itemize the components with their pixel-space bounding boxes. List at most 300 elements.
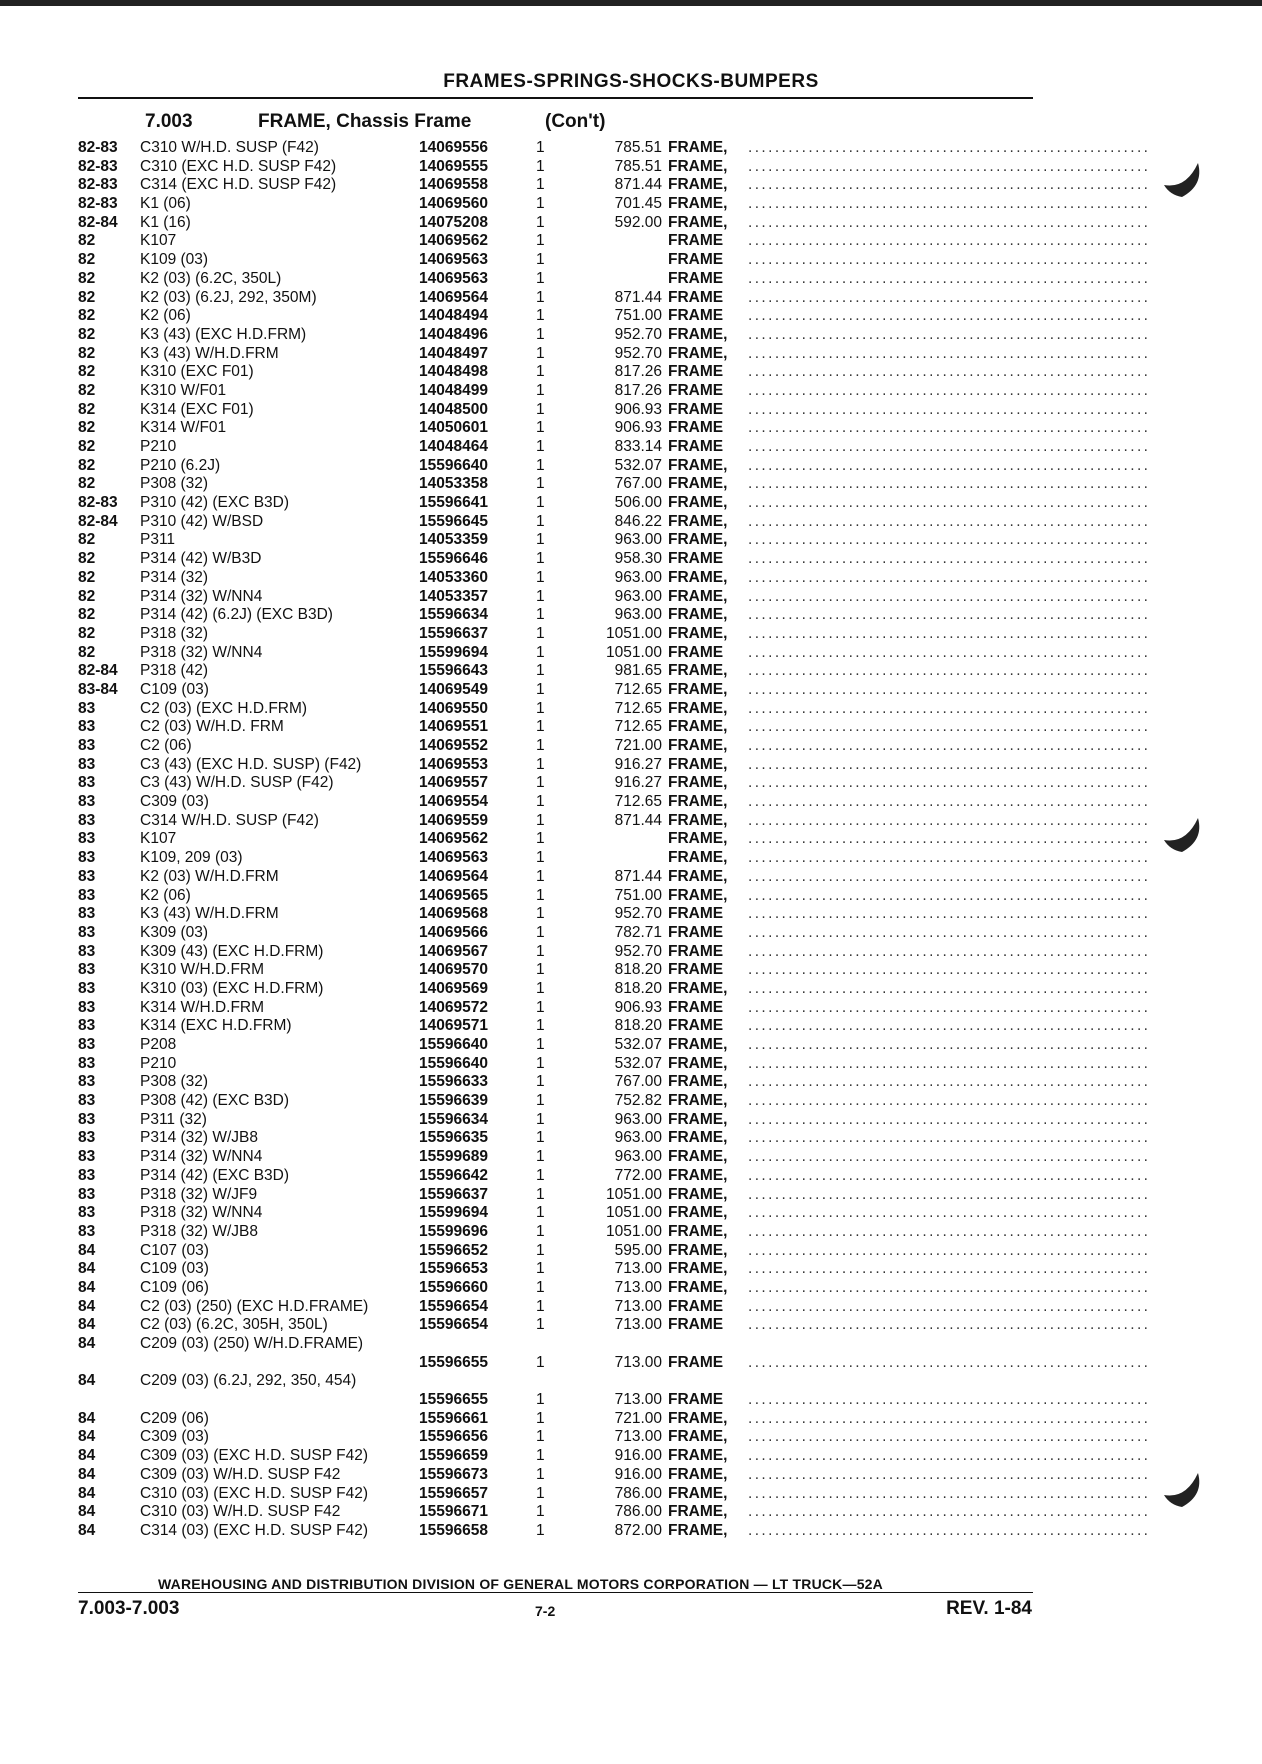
price-cell: 963.00	[614, 587, 662, 605]
quantity-cell: 1	[536, 1110, 545, 1128]
year-cell: 83	[78, 774, 96, 792]
price-cell: 713.00	[614, 1391, 662, 1409]
part-name-cell: FRAME,	[668, 1166, 728, 1184]
price-cell: 963.00	[614, 568, 662, 586]
description-cell: K1 (06)	[140, 195, 191, 213]
part-name-cell: FRAME	[668, 232, 724, 250]
year-cell: 82-83	[78, 195, 118, 213]
dot-leader: ............................................................	[748, 1391, 1151, 1409]
dot-leader: ............................................................	[748, 438, 1151, 455]
description-cell: P310 (42) (EXC B3D)	[140, 494, 290, 512]
table-row	[78, 1503, 1151, 1522]
dot-leader: ............................................................	[748, 213, 1151, 231]
year-cell: 83	[78, 1129, 96, 1147]
section-continued: (Con't)	[545, 111, 606, 132]
year-cell: 84	[78, 1260, 96, 1278]
price-cell: 786.00	[614, 1503, 662, 1521]
part-name-cell: FRAME	[668, 269, 724, 287]
description-cell: P308 (32)	[140, 475, 209, 493]
table-row	[78, 438, 1151, 457]
year-cell: 83	[78, 830, 96, 848]
quantity-cell: 1	[536, 1297, 545, 1315]
price-cell: 818.20	[614, 979, 662, 997]
dot-leader: ............................................................	[748, 288, 1151, 306]
price-cell: 785.51	[614, 139, 662, 156]
part-name-cell: FRAME,	[668, 624, 728, 642]
table-row	[78, 1073, 1151, 1092]
year-cell: 84	[78, 1297, 96, 1315]
quantity-cell: 1	[536, 1409, 545, 1427]
year-cell: 82	[78, 587, 96, 605]
part-name-cell: FRAME	[668, 998, 724, 1016]
quantity-cell: 1	[536, 718, 545, 736]
year-cell: 83	[78, 1166, 96, 1184]
quantity-cell: 1	[536, 1148, 545, 1166]
table-row	[78, 381, 1151, 401]
dot-leader: ............................................................	[748, 1260, 1151, 1278]
description-cell: P210	[140, 1054, 177, 1072]
part-name-cell: FRAME,	[668, 531, 728, 549]
quantity-cell: 1	[536, 1503, 545, 1521]
price-cell: 952.70	[614, 344, 662, 362]
price-cell: 785.51	[614, 157, 662, 175]
quantity-cell: 1	[536, 1092, 545, 1110]
table-row	[78, 456, 1151, 476]
quantity-cell: 1	[536, 381, 545, 399]
footer-rule	[78, 1592, 1033, 1593]
dot-leader: ............................................................	[748, 886, 1151, 904]
year-cell: 84	[78, 1428, 96, 1446]
price-cell: 817.26	[614, 381, 662, 399]
price-cell: 752.82	[614, 1092, 662, 1110]
description-cell: K2 (03) (6.2J, 292, 350M)	[140, 288, 317, 306]
year-cell: 82-84	[78, 213, 118, 231]
part-number-cell: 14048496	[419, 325, 488, 343]
table-row	[78, 942, 1151, 962]
table-row	[78, 1129, 1151, 1148]
description-cell: C310 (03) W/H.D. SUSP F42	[140, 1503, 341, 1521]
description-cell: P308 (32)	[140, 1073, 209, 1091]
dot-leader: ............................................................	[748, 774, 1151, 792]
year-cell: 84	[78, 1316, 96, 1334]
price-cell: 871.44	[614, 288, 662, 306]
year-cell: 83	[78, 942, 96, 960]
table-row	[78, 624, 1151, 644]
footer-range: 7.003-7.003	[78, 1598, 180, 1619]
table-row	[78, 288, 1151, 308]
dot-leader: ............................................................	[748, 793, 1151, 811]
dot-leader: ............................................................	[748, 1316, 1151, 1334]
dot-leader: ............................................................	[748, 624, 1151, 642]
part-name-cell: FRAME,	[668, 1222, 728, 1240]
quantity-cell: 1	[536, 269, 545, 287]
part-name-cell: FRAME	[668, 942, 724, 960]
dot-leader: ............................................................	[748, 998, 1151, 1016]
part-name-cell: FRAME,	[668, 475, 728, 493]
part-name-cell: FRAME	[668, 961, 724, 979]
part-number-cell: 15596639	[419, 1092, 488, 1110]
price-cell: 713.00	[614, 1316, 662, 1334]
price-cell: 712.65	[614, 680, 662, 698]
part-name-cell: FRAME	[668, 923, 724, 941]
dot-leader: ............................................................	[748, 1148, 1151, 1166]
dot-leader: ............................................................	[748, 849, 1151, 867]
part-name-cell: FRAME	[668, 550, 724, 568]
year-cell: 82	[78, 381, 96, 399]
part-number-cell: 14069567	[419, 942, 488, 960]
quantity-cell: 1	[536, 867, 545, 885]
dot-leader: ............................................................	[748, 1092, 1151, 1110]
part-name-cell: FRAME,	[668, 886, 728, 904]
part-name-cell: FRAME,	[668, 979, 728, 997]
quantity-cell: 1	[536, 1129, 545, 1147]
description-cell: K3 (43) (EXC H.D.FRM)	[140, 325, 307, 343]
part-name-cell: FRAME,	[668, 1092, 728, 1110]
table-row	[78, 961, 1151, 980]
description-cell: P314 (42) (EXC B3D)	[140, 1166, 290, 1184]
table-row	[78, 1335, 1151, 1372]
section-name: FRAME, Chassis Frame	[258, 111, 472, 132]
part-number-cell: 14069552	[419, 737, 488, 754]
price-cell: 818.20	[614, 1017, 662, 1035]
year-cell: 82	[78, 550, 96, 568]
quantity-cell: 1	[536, 1241, 545, 1259]
description-cell: C2 (03) (250) (EXC H.D.FRAME)	[140, 1297, 369, 1315]
table-row	[78, 213, 1151, 233]
price-cell: 916.27	[614, 755, 662, 773]
dot-leader: ............................................................	[748, 176, 1151, 194]
year-cell: 83	[78, 811, 96, 829]
part-name-cell: FRAME,	[668, 1241, 728, 1259]
quantity-cell: 1	[536, 624, 545, 642]
part-name-cell: FRAME,	[668, 793, 728, 811]
price-cell: 952.70	[614, 905, 662, 923]
description-cell: K309 (03)	[140, 923, 209, 941]
dot-leader: ............................................................	[748, 269, 1151, 287]
part-number-cell: 14069572	[419, 998, 488, 1016]
dot-leader: ............................................................	[748, 325, 1151, 343]
dot-leader: ............................................................	[748, 587, 1151, 605]
price-cell: 963.00	[614, 1148, 662, 1166]
price-cell: 767.00	[614, 1073, 662, 1091]
part-number-cell: 14069562	[419, 830, 488, 848]
table-row	[78, 344, 1151, 364]
part-number-cell: 14069556	[419, 139, 488, 156]
dot-leader: ............................................................	[748, 1017, 1151, 1035]
part-number-cell: 14069553	[419, 755, 488, 773]
part-name-cell: FRAME,	[668, 1409, 728, 1427]
table-row	[78, 1428, 1151, 1447]
description-cell: K1 (16)	[140, 213, 191, 231]
price-cell: 713.00	[614, 1428, 662, 1446]
part-number-cell: 15596659	[419, 1447, 488, 1465]
table-row	[78, 1148, 1151, 1167]
part-name-cell: FRAME,	[668, 1185, 728, 1203]
dot-leader: ............................................................	[748, 1110, 1151, 1128]
price-cell: 846.22	[614, 512, 662, 530]
description-cell: C309 (03)	[140, 1428, 209, 1446]
year-cell: 82	[78, 606, 96, 624]
quantity-cell: 1	[536, 344, 545, 362]
part-name-cell: FRAME	[668, 288, 724, 306]
quantity-cell: 1	[536, 1073, 545, 1091]
table-row	[78, 680, 1151, 700]
description-cell: K310 W/H.D.FRM	[140, 961, 265, 979]
year-cell: 84	[78, 1278, 96, 1296]
description-cell: C314 (EXC H.D. SUSP F42)	[140, 176, 337, 194]
quantity-cell: 1	[536, 979, 545, 997]
dot-leader: ............................................................	[748, 1129, 1151, 1147]
price-cell: 782.71	[614, 923, 662, 941]
price-cell: 1051.00	[605, 1185, 662, 1203]
part-name-cell: FRAME,	[668, 849, 728, 867]
description-cell: P210	[140, 438, 177, 455]
dot-leader: ............................................................	[748, 1297, 1151, 1315]
year-cell: 82-83	[78, 139, 118, 156]
year-cell: 83	[78, 1017, 96, 1035]
part-name-cell: FRAME,	[668, 1465, 728, 1483]
table-row	[78, 1110, 1151, 1130]
dot-leader: ............................................................	[748, 475, 1151, 493]
part-name-cell: FRAME,	[668, 1447, 728, 1465]
description-cell: K107	[140, 232, 177, 250]
dot-leader: ............................................................	[748, 1278, 1151, 1296]
dot-leader: ............................................................	[748, 979, 1151, 997]
quantity-cell: 1	[536, 1204, 545, 1222]
table-row	[78, 363, 1151, 382]
year-cell: 82-83	[78, 157, 118, 175]
price-cell: 786.00	[614, 1484, 662, 1502]
part-number-cell: 15596654	[419, 1297, 488, 1315]
part-number-cell: 15596642	[419, 1166, 488, 1184]
table-row	[78, 176, 1151, 195]
quantity-cell: 1	[536, 232, 545, 250]
year-cell: 83	[78, 1185, 96, 1203]
part-number-cell: 14069563	[419, 251, 488, 269]
part-number-cell: 14069563	[419, 269, 488, 287]
description-cell: K2 (06)	[140, 886, 191, 904]
quantity-cell: 1	[536, 1166, 545, 1184]
part-name-cell: FRAME,	[668, 606, 728, 624]
dot-leader: ............................................................	[748, 662, 1151, 680]
quantity-cell: 1	[536, 942, 545, 960]
price-cell: 592.00	[614, 213, 662, 231]
dot-leader: ............................................................	[748, 643, 1151, 661]
year-cell: 82	[78, 344, 96, 362]
table-row	[78, 1166, 1151, 1186]
quantity-cell: 1	[536, 1465, 545, 1483]
dot-leader: ............................................................	[748, 1465, 1151, 1483]
description-cell: K310 (EXC F01)	[140, 363, 254, 381]
quantity-cell: 1	[536, 251, 545, 269]
dot-leader: ............................................................	[748, 1185, 1151, 1203]
part-number-cell: 14048464	[419, 438, 488, 455]
dot-leader: ............................................................	[748, 1036, 1151, 1053]
year-cell: 83	[78, 1110, 96, 1128]
price-cell: 952.70	[614, 325, 662, 343]
description-cell: P311 (32)	[140, 1110, 207, 1128]
quantity-cell: 1	[536, 157, 545, 175]
dot-leader: ............................................................	[748, 1409, 1151, 1427]
part-name-cell: FRAME,	[668, 1503, 728, 1521]
year-cell: 83	[78, 755, 96, 773]
price-cell: 1051.00	[605, 1222, 662, 1240]
part-number-cell: 15596655	[419, 1353, 488, 1371]
quantity-cell: 1	[536, 307, 545, 325]
table-row	[78, 400, 1151, 420]
dot-leader: ............................................................	[748, 1428, 1151, 1446]
part-name-cell: FRAME,	[668, 1260, 728, 1278]
quantity-cell: 1	[536, 456, 545, 474]
quantity-cell: 1	[536, 849, 545, 867]
part-name-cell: FRAME,	[668, 1428, 728, 1446]
part-name-cell: FRAME,	[668, 568, 728, 586]
year-cell: 82	[78, 325, 96, 343]
quantity-cell: 1	[536, 1260, 545, 1278]
part-number-cell: 14048497	[419, 344, 488, 362]
description-cell: C314 W/H.D. SUSP (F42)	[140, 811, 319, 829]
description-cell: K107	[140, 830, 177, 848]
table-row	[78, 1222, 1151, 1242]
price-cell: 751.00	[614, 307, 662, 325]
quantity-cell: 1	[536, 662, 545, 680]
price-cell: 713.00	[614, 1297, 662, 1315]
dot-leader: ............................................................	[748, 961, 1151, 979]
table-row	[78, 1017, 1151, 1036]
table-row	[78, 1372, 1151, 1409]
description-cell: P311	[140, 531, 176, 549]
part-name-cell: FRAME	[668, 1316, 724, 1334]
part-name-cell: FRAME	[668, 438, 724, 455]
table-row	[78, 793, 1151, 812]
year-cell: 82	[78, 232, 96, 250]
part-name-cell: FRAME,	[668, 662, 728, 680]
price-cell: 532.07	[614, 1036, 662, 1053]
year-cell: 84	[78, 1335, 96, 1352]
quantity-cell: 1	[536, 905, 545, 923]
table-row	[78, 737, 1151, 756]
part-name-cell: FRAME	[668, 1297, 724, 1315]
table-row	[78, 998, 1151, 1018]
table-row	[78, 718, 1151, 737]
dot-leader: ............................................................	[748, 550, 1151, 568]
part-name-cell: FRAME,	[668, 456, 728, 474]
description-cell: P318 (32) W/JB8	[140, 1222, 259, 1240]
quantity-cell: 1	[536, 961, 545, 979]
part-name-cell: FRAME,	[668, 830, 728, 848]
part-number-cell: 15599694	[419, 643, 488, 661]
dot-leader: ............................................................	[748, 755, 1151, 773]
binder-hole-icon	[1160, 155, 1206, 201]
part-name-cell: FRAME	[668, 307, 724, 325]
table-row	[78, 606, 1151, 625]
part-name-cell: FRAME	[668, 1391, 724, 1409]
year-cell: 83	[78, 1036, 96, 1053]
table-row	[78, 475, 1151, 494]
year-cell: 83	[78, 1092, 96, 1110]
dot-leader: ............................................................	[748, 344, 1151, 362]
quantity-cell: 1	[536, 1391, 545, 1409]
description-cell: C107 (03)	[140, 1241, 209, 1259]
dot-leader: ............................................................	[748, 307, 1151, 325]
year-cell: 83	[78, 793, 96, 811]
table-row	[78, 1316, 1151, 1335]
year-cell: 84	[78, 1241, 96, 1259]
year-cell: 82-83	[78, 494, 118, 512]
part-number-cell: 15599689	[419, 1148, 488, 1166]
description-cell: P318 (32) W/NN4	[140, 1204, 263, 1222]
part-number-cell: 15596640	[419, 1036, 488, 1053]
year-cell: 82	[78, 288, 96, 306]
description-cell: P318 (32) W/JF9	[140, 1185, 258, 1203]
part-number-cell: 15596634	[419, 1110, 488, 1128]
year-cell: 84	[78, 1465, 96, 1483]
description-cell: K2 (06)	[140, 307, 191, 325]
quantity-cell: 1	[536, 139, 545, 156]
description-cell: C310 W/H.D. SUSP (F42)	[140, 139, 319, 156]
price-cell: 817.26	[614, 363, 662, 381]
year-cell: 82-84	[78, 662, 118, 680]
quantity-cell: 1	[536, 176, 545, 194]
table-row	[78, 643, 1151, 663]
binder-hole-icon	[1160, 1465, 1206, 1511]
part-name-cell: FRAME,	[668, 344, 728, 362]
description-cell: P308 (42) (EXC B3D)	[140, 1092, 290, 1110]
description-cell: K314 (EXC F01)	[140, 400, 254, 418]
top-edge	[0, 0, 1262, 6]
quantity-cell: 1	[536, 550, 545, 568]
quantity-cell: 1	[536, 1353, 545, 1371]
year-cell: 82	[78, 456, 96, 474]
year-cell: 83	[78, 718, 96, 736]
part-number-cell: 14069566	[419, 923, 488, 941]
part-number-cell: 14050601	[419, 419, 488, 437]
part-name-cell: FRAME,	[668, 1110, 728, 1128]
footer-revision: REV. 1-84	[946, 1598, 1032, 1619]
quantity-cell: 1	[536, 419, 545, 437]
part-name-cell: FRAME,	[668, 195, 728, 213]
quantity-cell: 1	[536, 793, 545, 811]
title-rule	[78, 97, 1033, 99]
part-number-cell: 15596660	[419, 1278, 488, 1296]
year-cell: 82	[78, 363, 96, 381]
description-cell: K2 (03) W/H.D.FRM	[140, 867, 279, 885]
description-cell: P310 (42) W/BSD	[140, 512, 264, 530]
price-cell: 1051.00	[605, 643, 662, 661]
part-number-cell: 14069569	[419, 979, 488, 997]
price-cell: 916.27	[614, 774, 662, 792]
dot-leader: ............................................................	[748, 606, 1151, 624]
table-row	[78, 1278, 1151, 1298]
table-row	[78, 699, 1151, 719]
part-name-cell: FRAME	[668, 363, 724, 381]
table-row	[78, 307, 1151, 326]
description-cell: P314 (42) (6.2J) (EXC B3D)	[140, 606, 333, 624]
year-cell: 83	[78, 1073, 96, 1091]
price-cell: 871.44	[614, 176, 662, 194]
price-cell: 532.07	[614, 456, 662, 474]
price-cell: 872.00	[614, 1521, 662, 1539]
part-number-cell: 14048500	[419, 400, 488, 418]
table-row	[78, 905, 1151, 924]
dot-leader: ............................................................	[748, 1241, 1151, 1259]
price-cell: 906.93	[614, 419, 662, 437]
part-number-cell: 14069570	[419, 961, 488, 979]
year-cell: 82	[78, 307, 96, 325]
description-cell: P314 (32) W/NN4	[140, 587, 263, 605]
dot-leader: ............................................................	[748, 923, 1151, 941]
quantity-cell: 1	[536, 830, 545, 848]
